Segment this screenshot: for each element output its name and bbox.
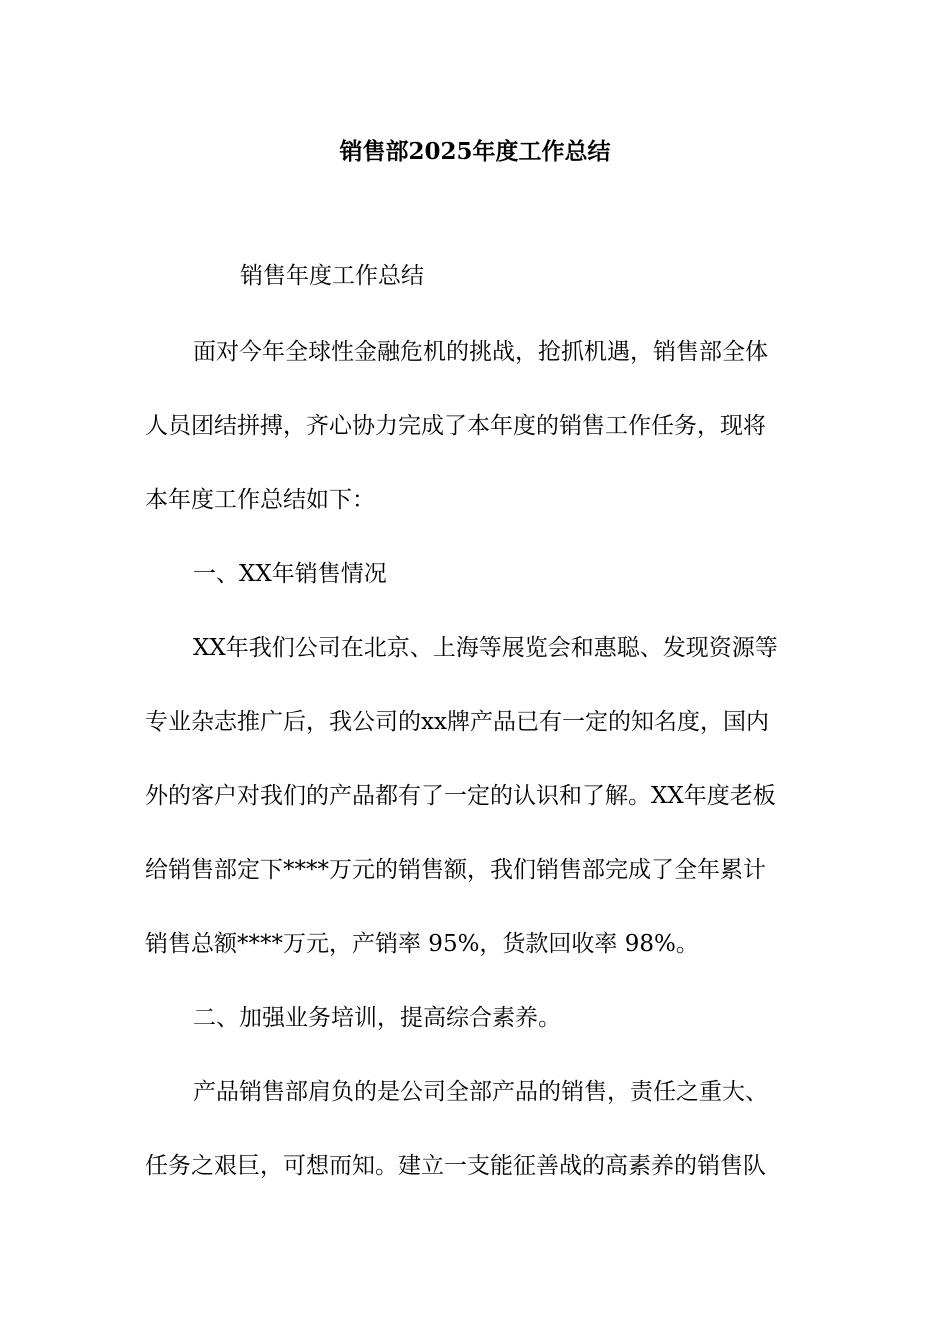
paragraph-line: 专业杂志推广后，我公司的xx牌产品已有一定的知名度，国内 bbox=[145, 709, 769, 735]
paragraph-line: 任务之艰巨，可想而知。建立一支能征善战的高素养的销售队 bbox=[145, 1153, 766, 1179]
paragraph-line: 产品销售部肩负的是公司全部产品的销售，责任之重大、 bbox=[193, 1079, 768, 1105]
section-heading: 一、XX年销售情况 bbox=[193, 561, 387, 587]
paragraph-line: 人员团结拼搏，齐心协力完成了本年度的销售工作任务，现将 bbox=[145, 413, 766, 439]
paragraph-line: 给销售部定下****万元的销售额，我们销售部完成了全年累计 bbox=[145, 857, 766, 883]
paragraph-line: 面对今年全球性金融危机的挑战，抢抓机遇，销售部全体 bbox=[193, 339, 768, 365]
paragraph-line: 本年度工作总结如下： bbox=[145, 487, 375, 513]
document-title: 销售部2025年度工作总结 bbox=[339, 138, 611, 165]
paragraph-line: 销售总额****万元，产销率 95%，货款回收率 98%。 bbox=[145, 931, 699, 957]
section-heading: 二、加强业务培训，提高综合素养。 bbox=[193, 1005, 561, 1031]
paragraph-line: XX年我们公司在北京、上海等展览会和惠聪、发现资源等 bbox=[193, 635, 778, 661]
section-subtitle: 销售年度工作总结 bbox=[240, 263, 424, 289]
paragraph-line: 外的客户对我们的产品都有了一定的认识和了解。XX年度老板 bbox=[145, 783, 776, 809]
